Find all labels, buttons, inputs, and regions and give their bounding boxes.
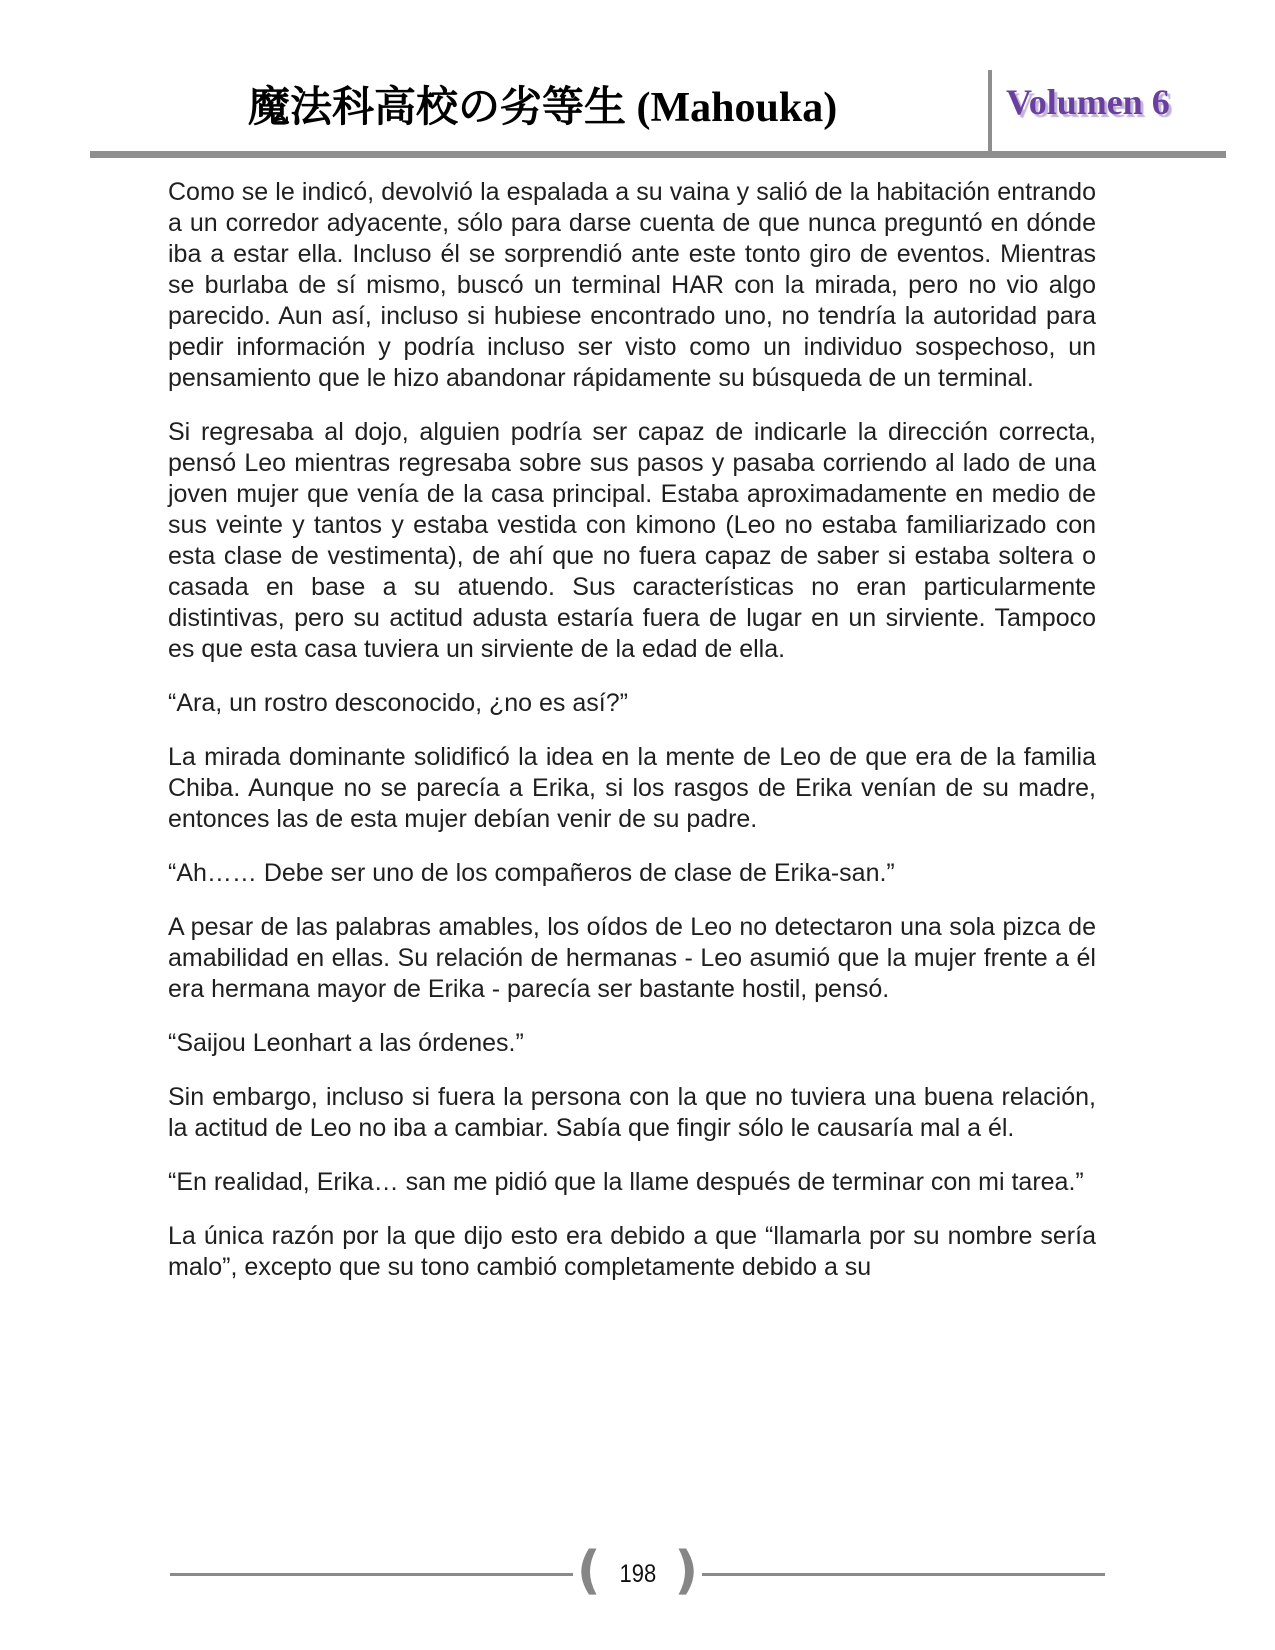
footer-line-right <box>702 1573 1105 1576</box>
paragraph: Si regresaba al dojo, alguien podría ser capaz de indicarle la dirección correcta, pensó Leo mientras regresaba sobre sus pasos y pasaba corriendo al lado de una joven mujer que venía de la casa principal. Estaba aproximadamente en medio de sus veinte y tantos y estaba vestida con kimono (Leo no estaba familiarizado con esta clase de vestimenta), de ahí que no fuera capaz de saber si estaba soltera o casada en base a su atuendo. Sus características no eran particularmente distintivas, pero su actitud adusta estaría fuera de lugar en un sirviente. Tampoco es que esta casa tuviera un sirviente de la edad de ella. <box>168 418 1096 663</box>
paragraph: “Saijou Leonhart a las órdenes.” <box>168 1029 524 1057</box>
paragraph: “Ara, un rostro desconocido, ¿no es así?” <box>168 689 628 717</box>
paragraph: “En realidad, Erika… san me pidió que la llame después de terminar con mi tarea.” <box>168 1168 1084 1196</box>
header-divider-line <box>988 70 992 155</box>
paragraph: Como se le indicó, devolvió la espalada a su vaina y salió de la habitación entrando a un corredor adyacente, sólo para darse cuenta de que nunca preguntó en dónde iba a estar ella. Incluso él se sorprendió ante este tonto giro de eventos. Mientras se burlaba de sí mismo, buscó un terminal HAR con la mirada, pero no vio algo parecido. Aun así, incluso si hubiese encontrado uno, no tendría la autoridad para pedir información y podría incluso ser visto como un individuo sospechoso, un pensamiento que le hizo abandonar rápidamente su búsqueda de un terminal. <box>168 178 1096 392</box>
paragraph: “Ah…… Debe ser uno de los compañeros de clase de Erika-san.” <box>168 859 895 887</box>
page-footer <box>0 1541 1275 1603</box>
book-title: 魔法科高校の劣等生 (Mahouka) <box>248 85 838 131</box>
paragraph: La mirada dominante solidificó la idea en la mente de Leo de que era de la familia Chiba. Aunque no se parecía a Erika, si los rasgos de Erika venían de su madre, entonces las de esta mujer debían venir de su padre. <box>168 743 1096 833</box>
footer-line-left <box>170 1573 573 1576</box>
volume-label: Volumen 6 <box>1006 82 1170 122</box>
page-body <box>168 177 1096 1306</box>
paragraph: La única razón por la que dijo esto era debido a que “llamarla por su nombre sería malo”, excepto que su tono cambió completamente debido a su <box>168 1222 1096 1281</box>
paragraph: A pesar de las palabras amables, los oídos de Leo no detectaron una sola pizca de amabilidad en ellas. Su relación de hermanas - Leo asumió que la mujer frente a él era hermana mayor de Erika - parecía ser bastante hostil, pensó. <box>168 913 1096 1003</box>
footer-bracket-right-icon: ) <box>674 1541 699 1601</box>
footer-bracket-left-icon: ( <box>576 1541 601 1601</box>
paragraph: Sin embargo, incluso si fuera la persona con la que no tuviera una buena relación, la actitud de Leo no iba a cambiar. Sabía que fingir sólo le causaría mal a él. <box>168 1083 1096 1142</box>
page-number: 198 <box>619 1559 656 1588</box>
header-rule <box>90 151 1226 158</box>
